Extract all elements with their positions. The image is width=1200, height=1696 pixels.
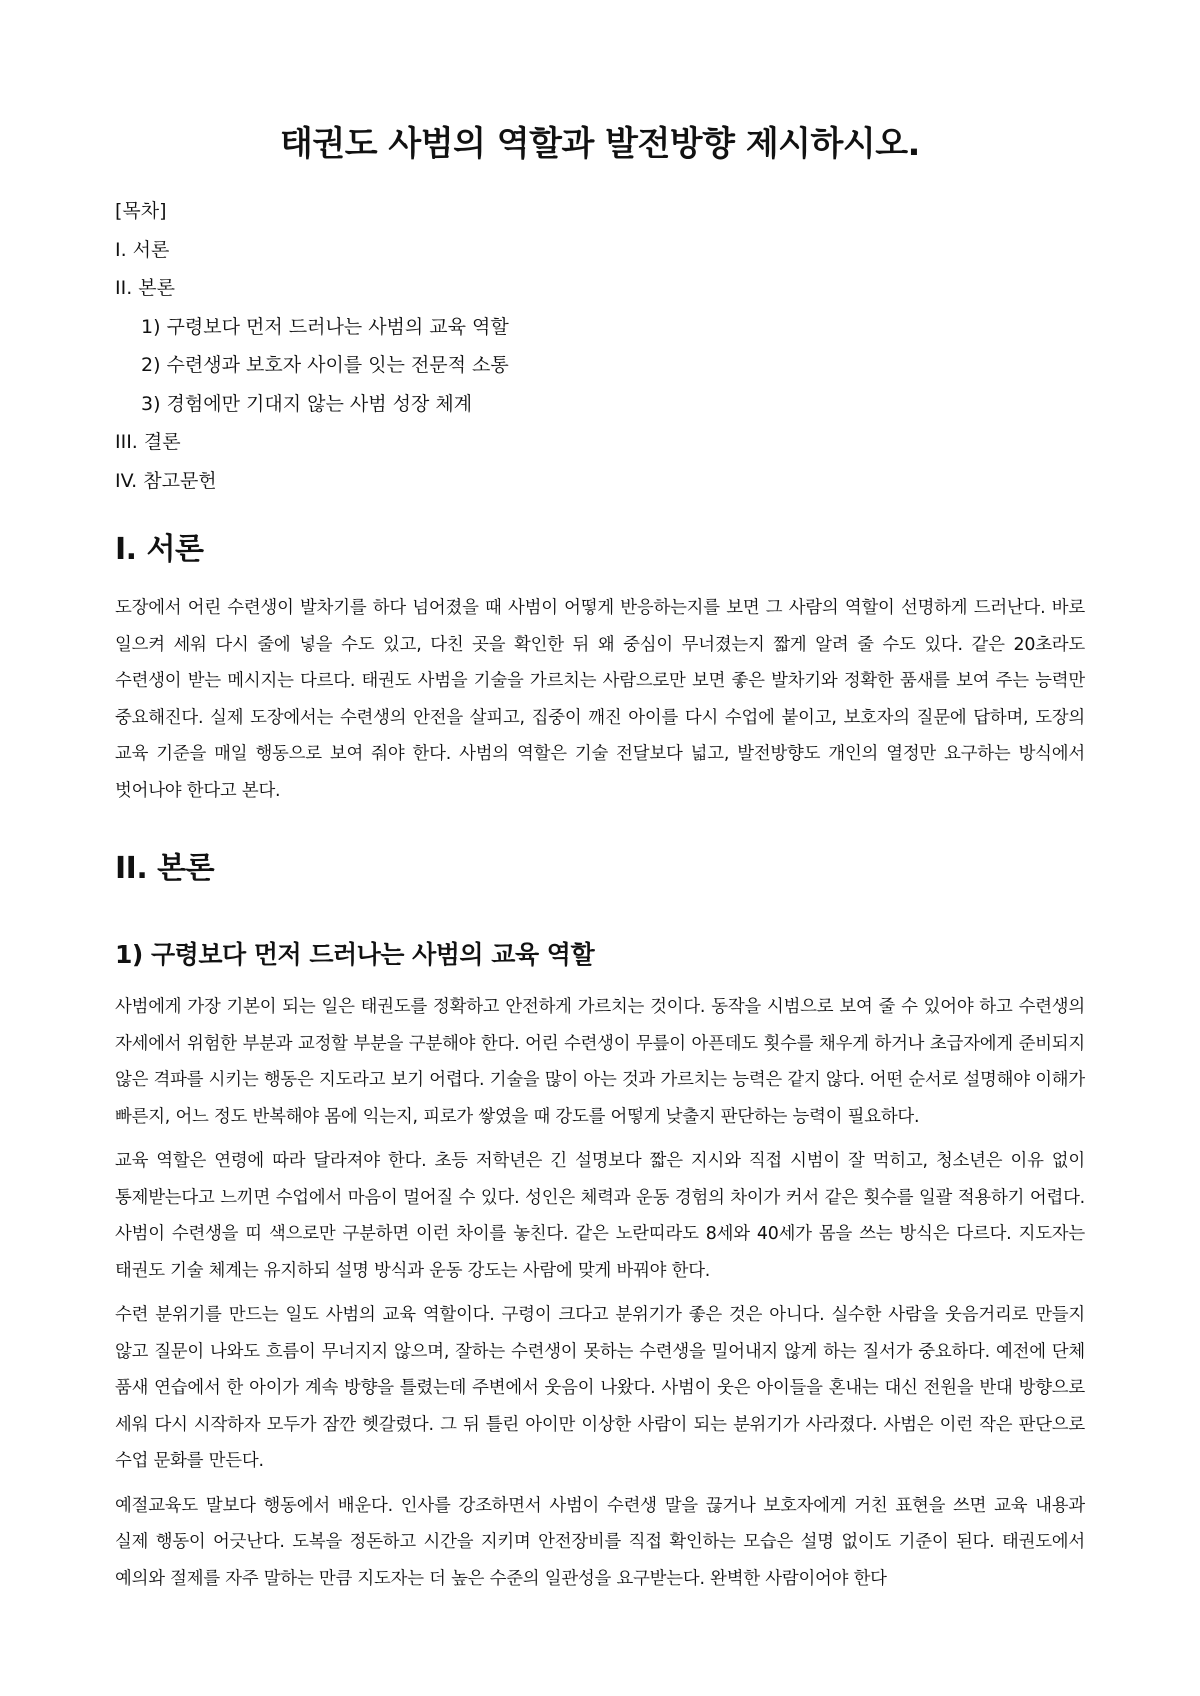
body-paragraph: 수련 분위기를 만드는 일도 사범의 교육 역할이다. 구령이 크다고 분위기가 좋은 것은 아니다. 실수한 사람을 웃음거리로 만들지 않고 질문이 나와도 흐름이 무너지지 않으며, 잘하는 수련생이 못하는 수련생을 밀어내지 않게 하는 질서가 중요하다. 예전에 단체 품새 연습에서 한 아이가 계속 방향을 틀렸는데 주변에서 웃음이 나왔다. 사범이 웃은 아이들을 혼내는 대신 전원을 반대 방향으로 세워 다시 시작하자 모두가 잠깐 헷갈렸다. 그 뒤 틀린 아이만 이상한 사람이 되는 분위기가 사라졌다. 사범은 이런 작은 판단으로 수업 문화를 만든다. — [115, 1305, 1085, 1471]
toc-subitem-2: 2) 수련생과 보호자 사이를 잇는 전문적 소통 — [141, 354, 509, 376]
body-paragraph: 교육 역할은 연령에 따라 달라져야 한다. 초등 저학년은 긴 설명보다 짧은 지시와 직접 시범이 잘 먹히고, 청소년은 이유 없이 통제받는다고 느끼면 수업에서 마음이 멀어질 수 있다. 성인은 체력과 운동 경험의 차이가 커서 같은 횟수를 일괄 적용하기 어렵다. 사범이 수련생을 띠 색으로만 구분하면 이런 차이를 놓친다. 같은 노란띠라도 8세와 40세가 몸을 쓰는 방식은 다르다. 지도자는 태권도 기술 체계는 유지하되 설명 방식과 운동 강도는 사람에 맞게 바꿔야 한다. — [115, 1151, 1085, 1281]
section-heading-intro: I. 서론 — [115, 532, 204, 567]
toc-item-body: II. 본론 — [115, 277, 175, 299]
body-paragraph: 사범에게 가장 기본이 되는 일은 태권도를 정확하고 안전하게 가르치는 것이다. 동작을 시범으로 보여 줄 수 있어야 하고 수련생의 자세에서 위험한 부분과 교정할 부분을 구분해야 한다. 어린 수련생이 무릎이 아픈데도 횟수를 채우게 하거나 초급자에게 준비되지 않은 격파를 시키는 행동은 지도라고 보기 어렵다. 기술을 많이 아는 것과 가르치는 능력은 같지 않다. 어떤 순서로 설명해야 이해가 빠른지, 어느 정도 반복해야 몸에 익는지, 피로가 쌓였을 때 강도를 어떻게 낮출지 판단하는 능력이 필요하다. — [115, 997, 1085, 1127]
subsection-heading-1: 1) 구령보다 먼저 드러나는 사범의 교육 역할 — [115, 940, 595, 969]
toc-item-conclusion: III. 결론 — [115, 431, 181, 453]
toc-label: [목차] — [115, 200, 167, 222]
body-paragraph: 예절교육도 말보다 행동에서 배운다. 인사를 강조하면서 사범이 수련생 말을 끊거나 보호자에게 거친 표현을 쓰면 교육 내용과 실제 행동이 어긋난다. 도복을 정돈하고 시간을 지키며 안전장비를 직접 확인하는 모습은 설명 없이도 기준이 된다. 태권도에서 예의와 절제를 자주 말하는 만큼 지도자는 더 높은 수준의 일관성을 요구받는다. 완벽한 사람이어야 한다 — [115, 1495, 1085, 1589]
table-of-contents — [115, 192, 1085, 500]
toc-subitem-1: 1) 구령보다 먼저 드러나는 사범의 교육 역할 — [141, 315, 509, 338]
toc-item-references: IV. 참고문헌 — [115, 469, 217, 492]
toc-item-intro: I. 서론 — [115, 238, 170, 261]
toc-subitem-3: 3) 경험에만 기대지 않는 사범 성장 체계 — [141, 392, 473, 415]
document-title: 태권도 사범의 역할과 발전방향 제시하시오. — [280, 124, 920, 164]
section-heading-body: II. 본론 — [115, 851, 215, 886]
intro-paragraph: 도장에서 어린 수련생이 발차기를 하다 넘어졌을 때 사범이 어떻게 반응하는지를 보면 그 사람의 역할이 선명하게 드러난다. 바로 일으켜 세워 다시 줄에 넣을 수도 있고, 다친 곳을 확인한 뒤 왜 중심이 무너졌는지 짧게 알려 줄 수도 있다. 같은 20초라도 수련생이 받는 메시지는 다르다. 태권도 사범을 기술을 가르치는 사람으로만 보면 좋은 발차기와 정확한 품새를 보여 주는 능력만 중요해진다. 실제 도장에서는 수련생의 안전을 살피고, 집중이 깨진 아이를 다시 수업에 붙이고, 보호자의 질문에 답하며, 도장의 교육 기준을 매일 행동으로 보여 줘야 한다. 사범의 역할은 기술 전달보다 넓고, 발전방향도 개인의 열정만 요구하는 방식에서 벗어나야 한다고 본다. — [115, 598, 1085, 801]
